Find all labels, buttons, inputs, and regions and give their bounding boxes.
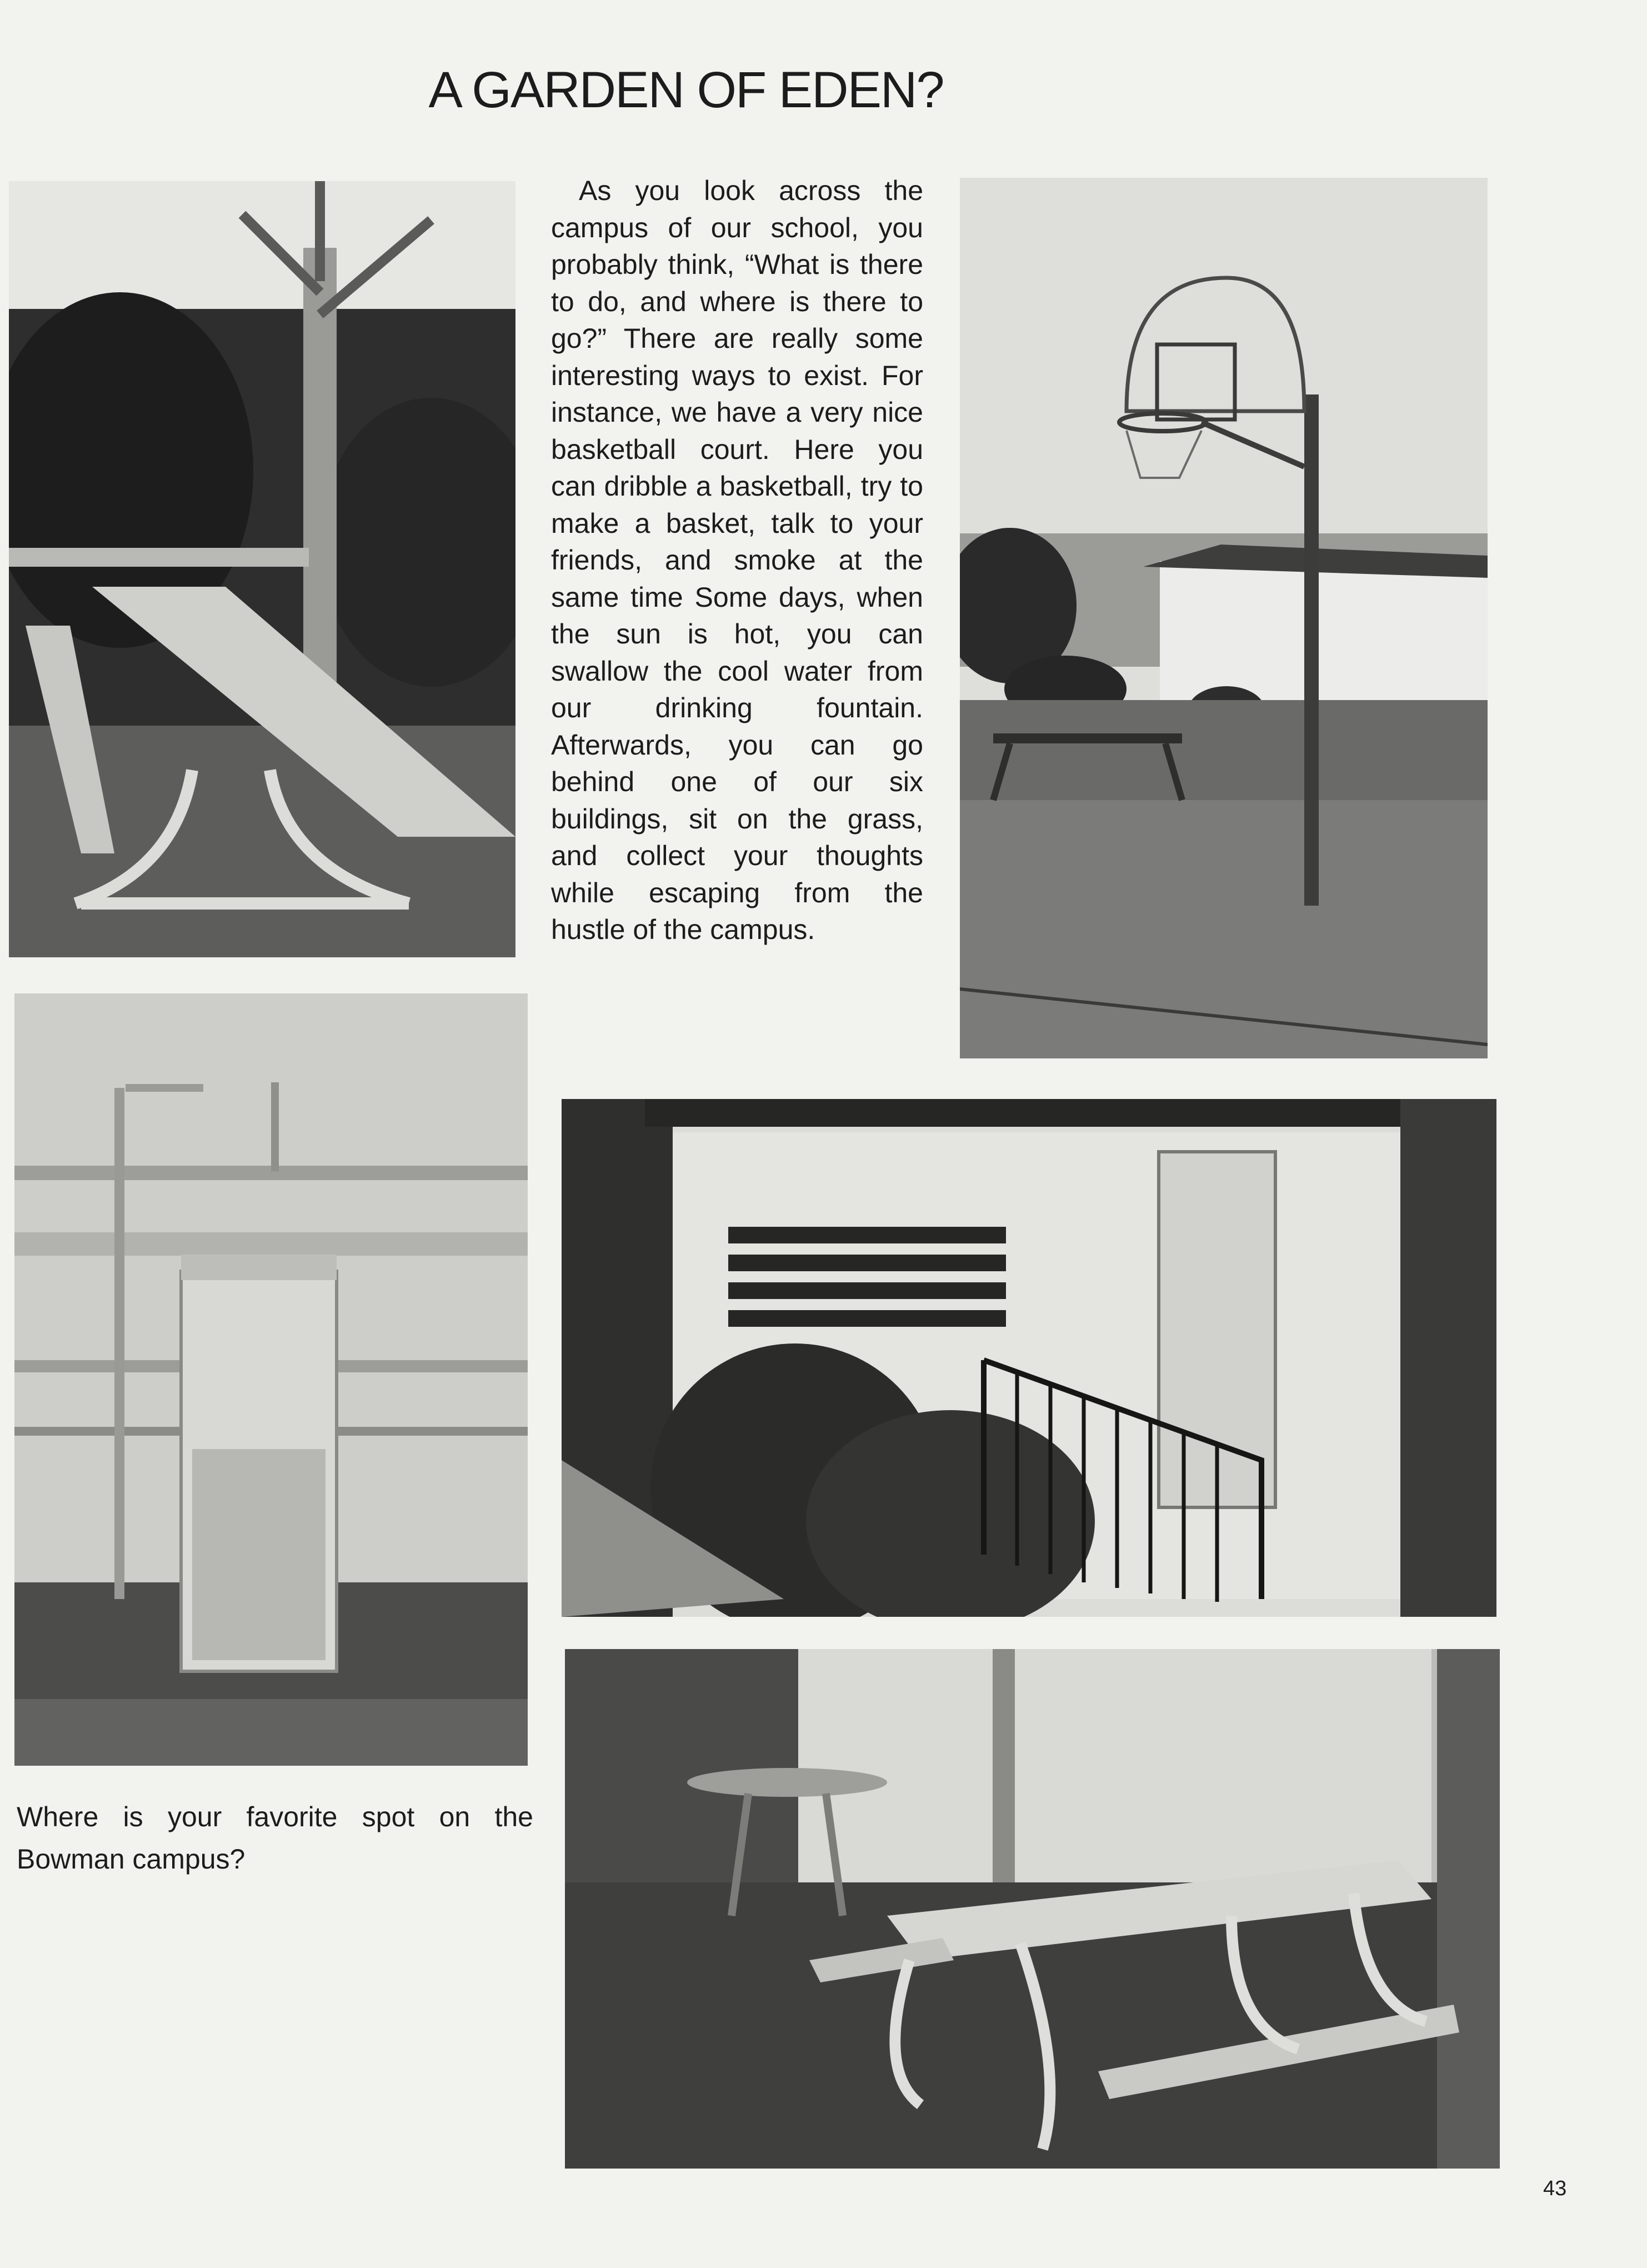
basketball-hoop-photo <box>960 178 1488 1058</box>
photo-caption: Where is your favorite spot on the Bowman campus? <box>17 1801 533 1875</box>
picnic-bench-photo <box>9 181 515 957</box>
classroom-building-photo <box>562 1099 1496 1617</box>
page-title: A GARDEN OF EDEN? <box>428 62 944 118</box>
article-body: As you look across the campus of our school, you probably think, “What is there to do, and where is there to go?” There are really some interesting ways to exist. For instance, we have a very nice basketball court. Here you can dribble a basketball, try to make a basket, talk to your friends, and smoke at the same time Some days, when the sun is hot, you can swallow the cool water from our drinking fountain. Afterwards, you can go behind one of our six buildings, sit on the grass, and collect your thoughts while escaping from the hustle of the campus. <box>551 175 923 945</box>
drinking-fountain-photo <box>14 993 528 1766</box>
shaded-picnic-tables-photo <box>565 1649 1500 2169</box>
page-number: 43 <box>1543 2177 1567 2200</box>
